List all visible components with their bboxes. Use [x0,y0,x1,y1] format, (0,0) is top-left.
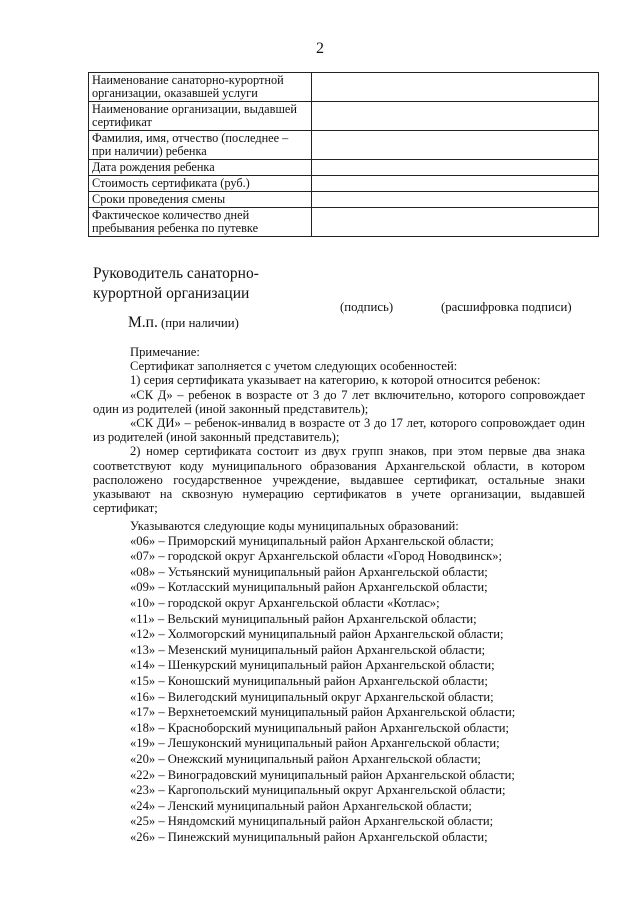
list-item: «09» – Котласский муниципальный район Архангельской области; [130,580,488,595]
row-value [312,73,599,102]
table-row [89,131,599,160]
row-value [312,192,599,208]
list-item: «23» – Каргопольский муниципальный округ Архангельской области; [130,783,506,798]
list-item: «26» – Пинежский муниципальный район Архангельской области; [130,829,488,844]
row-label: Наименование санаторно-курортной организации, оказавшей услуги [89,73,312,102]
notes-intro: Сертификат заполняется с учетом следующих особенностей: [130,359,458,374]
list-item: «17» – Верхнетоемский муниципальный район Архангельской области; [130,705,516,720]
table-row [89,176,599,192]
notes-item-1b: «СК ДИ» – ребенок-инвалид в возрасте от 3 до 17 лет, которого сопровождает один из родителей (иной законный представитель); [93,416,585,445]
notes-title: Примечание: [130,345,200,359]
stamp-note: (при наличии) [161,316,239,330]
list-item: «08» – Устьянский муниципальный район Архангельской области; [130,564,488,579]
list-item: «10» – городской округ Архангельской области «Котлас»; [130,596,440,611]
notes-item-1: 1) серия сертификата указывает на категорию, к которой относится ребенок: [130,373,541,388]
list-item: «20» – Онежский муниципальный район Архангельской области; [130,751,481,766]
list-item: «18» – Красноборский муниципальный район Архангельской области; [130,720,509,735]
list-item: «14» – Шенкурский муниципальный район Архангельской области; [130,658,495,673]
list-item: «13» – Мезенский муниципальный район Архангельской области; [130,642,486,657]
row-label: Дата рождения ребенка [89,160,312,176]
row-value [312,176,599,192]
page-number: 2 [316,40,324,57]
signature-decoding-caption: (расшифровка подписи) [441,300,572,314]
notes-section [93,345,585,846]
list-item: «24» – Ленский муниципальный район Архангельской области; [130,798,472,813]
head-title-line-2: курортной организации [93,285,250,302]
head-signature-title [93,264,259,304]
stamp-mp: М.п. [128,314,158,331]
certificate-table [88,72,599,237]
codes-intro: Указываются следующие коды муниципальных образований: [130,519,459,534]
head-title-line-1: Руководитель санаторно- [93,265,259,282]
table-row [89,73,599,102]
list-item: «11» – Вельский муниципальный район Архангельской области; [130,611,477,626]
list-item: «06» – Приморский муниципальный район Архангельской области; [130,533,494,548]
row-value [312,160,599,176]
stamp-place [128,315,239,331]
row-label: Наименование организации, выдавшей сертификат [89,102,312,131]
list-item: «12» – Холмогорский муниципальный район Архангельской области; [130,627,504,642]
notes-item-1a: «СК Д» – ребенок в возрасте от 3 до 7 лет включительно, которого сопровождает один из родителей (иной законный представитель); [93,387,585,416]
table-row [89,208,599,237]
list-item: «15» – Коношский муниципальный район Архангельской области; [130,673,488,688]
table-row [89,160,599,176]
signature-caption: (подпись) [340,300,394,314]
list-item: «19» – Лешуконский муниципальный район Архангельской области; [130,736,500,751]
table-row [89,192,599,208]
list-item: «22» – Виноградовский муниципальный район Архангельской области; [130,767,515,782]
row-value [312,102,599,131]
row-label: Стоимость сертификата (руб.) [89,176,312,192]
table-row [89,102,599,131]
row-label: Сроки проведения смены [89,192,312,208]
list-item: «16» – Вилегодский муниципальный округ Архангельской области; [130,689,494,704]
row-label: Фамилия, имя, отчество (последнее – при наличии) ребенка [89,131,312,160]
municipal-codes-list [93,534,585,846]
row-value [312,208,599,237]
list-item: «07» – городской округ Архангельской области «Город Новодвинск»; [130,549,503,564]
row-value [312,131,599,160]
row-label: Фактическое количество дней пребывания ребенка по путевке [89,208,312,237]
notes-item-2: 2) номер сертификата состоит из двух групп знаков, при этом первые два знака соответствуют коду муниципального образования Архангельской области, в котором расположено государственное учреждение, выдавшее сертификат, остальные знаки указывают на сквозную нумерацию сертификатов в учете организации, выдавшей сертификат; [93,444,585,516]
list-item: «25» – Няндомский муниципальный район Архангельской области; [130,814,494,829]
